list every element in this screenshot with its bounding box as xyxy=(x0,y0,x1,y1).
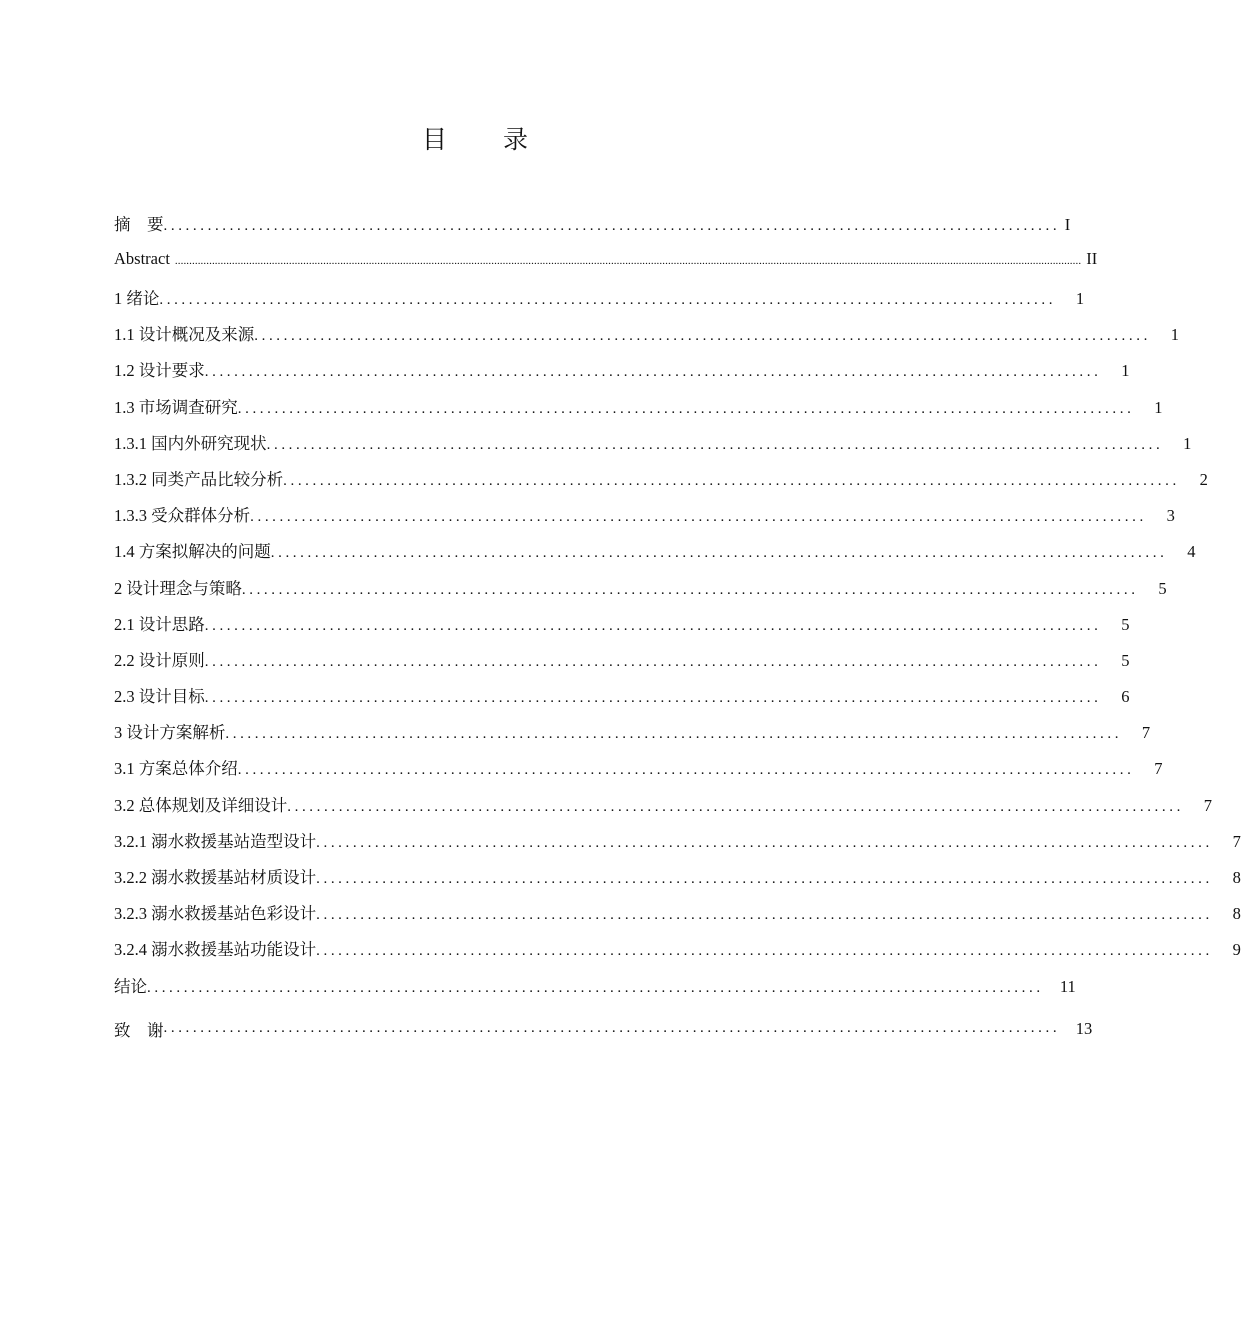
toc-leader-dots: .......................................................................................................................... xyxy=(159,292,1057,308)
toc-entry-page: 6 xyxy=(1121,687,1130,707)
toc-leader-dots: .......................................................................................................................... xyxy=(204,690,1102,707)
toc-leader-dots: .......................................................................................................................... xyxy=(237,762,1135,779)
toc-entry-label: 摘 要 xyxy=(114,215,164,234)
toc-entry[interactable] xyxy=(114,755,1163,791)
toc-entry-page: 5 xyxy=(1158,578,1167,598)
toc-entry[interactable] xyxy=(114,502,1175,538)
toc-title: 目 录 xyxy=(422,125,552,154)
toc-entry-label: 致 谢 xyxy=(114,1020,164,1040)
toc-entry-page: 7 xyxy=(1232,831,1241,851)
toc-leader-dots: .......................................................................................................................... xyxy=(316,834,1213,851)
toc-leader-dots: .......................................................................................................................... xyxy=(287,798,1184,815)
toc-entry-page: 1 xyxy=(1154,397,1163,417)
toc-leader-dots: .......................................................................................................................... xyxy=(270,545,1168,562)
toc-entry-page: 1 xyxy=(1183,433,1192,453)
toc-leader-dots: .............................................................................................................................................................................................................................................................................................................................. xyxy=(174,255,1082,267)
toc-entry-label: 2.2 设计原则 xyxy=(114,650,205,670)
toc-entry-label: 1.1 设计概况及来源 xyxy=(114,325,255,345)
toc-entry-page: II xyxy=(1086,249,1098,268)
toc-leader-dots: .......................................................................................................................... xyxy=(316,871,1213,887)
toc-entry-label: 2.1 设计思路 xyxy=(114,614,205,634)
toc-entry-label: 1.3 市场调查研究 xyxy=(114,397,238,417)
toc-entry-page: 7 xyxy=(1141,723,1151,743)
toc-entry[interactable] xyxy=(114,828,1241,864)
toc-leader-dots: .......................................................................................................................... xyxy=(163,218,1061,234)
toc-entry[interactable] xyxy=(114,864,1241,900)
toc-entry-page: 1 xyxy=(1121,361,1130,381)
toc-entry[interactable] xyxy=(114,211,1071,249)
toc-entry[interactable] xyxy=(114,719,1151,755)
toc-entry-page: 1 xyxy=(1075,289,1085,308)
toc-leader-dots: .......................................................................................................................... xyxy=(237,400,1135,417)
toc-entry-label: 1.3.1 国内外研究现状 xyxy=(114,433,267,453)
toc-entry[interactable] xyxy=(114,394,1163,430)
toc-entry-label: 3.1 方案总体介绍 xyxy=(114,759,238,779)
toc-entry[interactable] xyxy=(114,683,1130,719)
toc-entry-label: 3 设计方案解析 xyxy=(114,723,226,743)
toc-leader-dots: .......................................................................................................................... xyxy=(316,943,1213,960)
toc-entry-label: 3.2.2 溺水救援基站材质设计 xyxy=(114,868,317,887)
toc-entry-label: 2 设计理念与策略 xyxy=(114,578,242,598)
toc-entry-page: 11 xyxy=(1059,976,1076,996)
toc-entry[interactable] xyxy=(114,285,1085,321)
toc-entry[interactable] xyxy=(114,357,1130,393)
toc-entry-label: 1 绪论 xyxy=(114,289,160,308)
toc-entry-label: 2.3 设计目标 xyxy=(114,687,205,707)
toc-entry[interactable] xyxy=(114,575,1167,611)
toc-entry-page: 9 xyxy=(1232,940,1241,960)
toc-leader-dots: .......................................................................................................................... xyxy=(204,617,1102,634)
toc-leader-dots: .......................................................................................................................... xyxy=(204,653,1102,670)
toc-entry-page: 13 xyxy=(1075,1018,1093,1038)
toc-entry[interactable] xyxy=(114,1009,1093,1049)
toc-entry-page: 8 xyxy=(1232,904,1241,924)
toc-entry-page: 4 xyxy=(1187,542,1196,562)
toc-entry-page: 1 xyxy=(1170,325,1179,345)
toc-entry-label: 1.4 方案拟解决的问题 xyxy=(114,542,271,562)
toc-entry-label: 1.3.3 受众群体分析 xyxy=(114,506,251,526)
toc-leader-dots: .......................................................................................................................... xyxy=(147,979,1044,996)
toc-entry-label: 1.2 设计要求 xyxy=(114,361,205,381)
toc-entry[interactable] xyxy=(114,611,1130,647)
toc-entry[interactable] xyxy=(114,936,1241,972)
toc-entry-label: 结论 xyxy=(114,976,147,996)
toc-entry-label: 1.3.2 同类产品比较分析 xyxy=(114,469,284,489)
toc-leader-dots: .......................................................................................................................... xyxy=(250,509,1147,526)
toc-entry-label: Abstract xyxy=(114,249,170,268)
toc-entry[interactable] xyxy=(114,538,1196,574)
toc-entry-label: 3.2.1 溺水救援基站造型设计 xyxy=(114,831,317,851)
toc-entry-label: 3.2.4 溺水救援基站功能设计 xyxy=(114,940,317,960)
toc-leader-dots: .......................................................................................................................... xyxy=(283,472,1180,489)
toc-entry-label: 3.2.3 溺水救援基站色彩设计 xyxy=(114,904,317,924)
toc-entry[interactable] xyxy=(114,973,1076,1009)
table-of-contents xyxy=(114,211,1241,1049)
toc-entry-page: 7 xyxy=(1203,795,1212,815)
toc-leader-dots: .......................................................................................................................... xyxy=(225,726,1123,743)
toc-entry-page: 7 xyxy=(1154,759,1163,779)
toc-entry-page: 5 xyxy=(1121,650,1130,670)
toc-leader-dots: .......................................................................................................................... xyxy=(266,436,1164,453)
toc-entry[interactable] xyxy=(114,249,1098,285)
toc-entry[interactable] xyxy=(114,792,1212,828)
toc-leader-dots: .......................................................................................................................... xyxy=(241,581,1139,598)
toc-entry[interactable] xyxy=(114,900,1241,936)
toc-leader-dots: .......................................................................................................................... xyxy=(163,1020,1061,1037)
toc-entry[interactable] xyxy=(114,321,1179,357)
toc-leader-dots: .......................................................................................................................... xyxy=(316,907,1213,924)
toc-leader-dots: .......................................................................................................................... xyxy=(254,328,1151,345)
toc-entry-label: 3.2 总体规划及详细设计 xyxy=(114,795,288,815)
toc-entry-page: 2 xyxy=(1199,469,1208,489)
toc-entry[interactable] xyxy=(114,466,1208,502)
toc-leader-dots: .......................................................................................................................... xyxy=(204,364,1102,381)
toc-entry[interactable] xyxy=(114,430,1192,466)
toc-entry-page: 8 xyxy=(1232,868,1241,887)
toc-entry[interactable] xyxy=(114,647,1130,683)
toc-entry-page: 5 xyxy=(1121,614,1130,634)
toc-entry-page: 3 xyxy=(1166,506,1175,526)
toc-entry-page: I xyxy=(1064,215,1071,234)
